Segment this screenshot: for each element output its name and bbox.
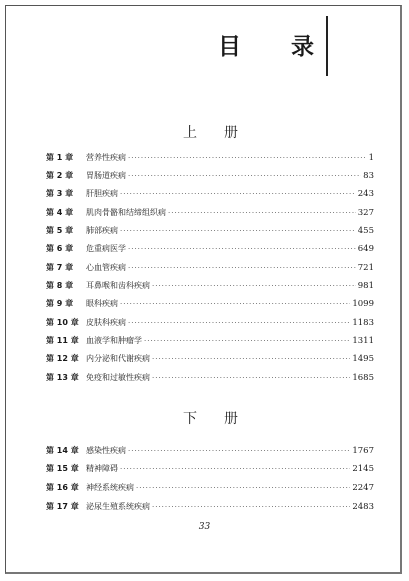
leader-dots — [128, 242, 356, 256]
chapter-number: 第 14 章 — [46, 446, 79, 455]
chapter-page: 1099 — [352, 299, 374, 309]
leader-dots — [128, 316, 350, 330]
toc-entry[interactable] — [46, 187, 374, 201]
chapter-number: 第 16 章 — [46, 483, 79, 492]
chapter-page: 1685 — [352, 373, 374, 383]
chapter-number: 第 11 章 — [46, 336, 79, 345]
title-divider — [326, 16, 328, 76]
toc-entry[interactable] — [46, 334, 374, 348]
section-heading-char-1: 下 — [183, 411, 197, 427]
chapter-number: 第 17 章 — [46, 502, 79, 511]
section-heading-char-1: 上 — [183, 125, 197, 141]
toc-entry[interactable] — [46, 481, 374, 495]
toc-entry[interactable] — [46, 444, 374, 458]
leader-dots — [136, 481, 350, 495]
chapter-number: 第 10 章 — [46, 318, 79, 327]
toc-entry[interactable] — [46, 151, 374, 165]
chapter-page: 83 — [363, 171, 374, 181]
chapter-title: 泌尿生殖系统疾病 — [86, 502, 150, 511]
chapter-title: 精神障碍 — [86, 464, 118, 473]
chapter-number: 第 1 章 — [46, 153, 74, 162]
leader-dots — [152, 500, 350, 514]
leader-dots — [152, 352, 350, 366]
chapter-page: 1311 — [352, 336, 374, 346]
toc-entry[interactable] — [46, 500, 374, 514]
leader-dots — [120, 224, 356, 238]
chapter-page: 981 — [357, 281, 374, 291]
chapter-number: 第 13 章 — [46, 373, 79, 382]
chapter-number: 第 4 章 — [46, 208, 74, 217]
toc-entry[interactable] — [46, 371, 374, 385]
page-number: 33 — [198, 522, 211, 532]
title-char-2: 录 — [291, 34, 314, 60]
chapter-title: 胃肠道疾病 — [86, 171, 126, 180]
chapter-title: 感染性疾病 — [86, 446, 126, 455]
chapter-title: 眼科疾病 — [86, 299, 118, 308]
chapter-page: 1767 — [352, 446, 374, 456]
toc-entry[interactable] — [46, 169, 374, 183]
chapter-page: 2483 — [352, 502, 374, 512]
chapter-number: 第 2 章 — [46, 171, 74, 180]
chapter-number: 第 5 章 — [46, 226, 74, 235]
chapter-title: 肌肉骨骼和结缔组织病 — [86, 208, 166, 217]
toc-entry[interactable] — [46, 261, 374, 275]
toc-entry[interactable] — [46, 242, 374, 256]
chapter-page: 455 — [357, 226, 374, 236]
leader-dots — [128, 444, 350, 458]
leader-dots — [120, 187, 356, 201]
chapter-title: 营养性疾病 — [86, 153, 126, 162]
toc-entry[interactable] — [46, 279, 374, 293]
leader-dots — [128, 261, 356, 275]
chapter-title: 皮肤科疾病 — [86, 318, 126, 327]
chapter-number: 第 6 章 — [46, 244, 74, 253]
leader-dots — [120, 297, 350, 311]
leader-dots — [144, 334, 350, 348]
chapter-number: 第 7 章 — [46, 263, 74, 272]
chapter-title: 免疫和过敏性疾病 — [86, 373, 150, 382]
leader-dots — [152, 371, 350, 385]
chapter-title: 血液学和肿瘤学 — [86, 336, 142, 345]
chapter-page: 721 — [357, 263, 374, 273]
chapter-title: 耳鼻喉和齿科疾病 — [86, 281, 150, 290]
chapter-title: 肺部疾病 — [86, 226, 118, 235]
toc-entry[interactable] — [46, 224, 374, 238]
toc-entry[interactable] — [46, 297, 374, 311]
section-heading-char-2: 册 — [224, 411, 238, 427]
chapter-page: 1495 — [352, 354, 374, 364]
leader-dots — [128, 151, 367, 165]
chapter-page: 1183 — [352, 318, 374, 328]
chapter-title: 肝胆疾病 — [86, 189, 118, 198]
chapter-page: 1 — [368, 153, 374, 163]
chapter-number: 第 15 章 — [46, 464, 79, 473]
chapter-number: 第 8 章 — [46, 281, 74, 290]
chapter-title: 危重病医学 — [86, 244, 126, 253]
toc-entry[interactable] — [46, 206, 374, 220]
leader-dots — [168, 206, 356, 220]
chapter-number: 第 12 章 — [46, 354, 79, 363]
leader-dots — [152, 279, 356, 293]
leader-dots — [120, 462, 350, 476]
toc-entry[interactable] — [46, 316, 374, 330]
chapter-title: 心血管疾病 — [86, 263, 126, 272]
toc-entry[interactable] — [46, 352, 374, 366]
chapter-title: 神经系统疾病 — [86, 483, 134, 492]
chapter-page: 2247 — [352, 483, 374, 493]
chapter-page: 243 — [357, 189, 374, 199]
chapter-page: 327 — [357, 208, 374, 218]
section-heading-char-2: 册 — [224, 125, 238, 141]
leader-dots — [128, 169, 361, 183]
toc-entry[interactable] — [46, 462, 374, 476]
title-char-1: 目 — [218, 34, 241, 60]
chapter-number: 第 9 章 — [46, 299, 74, 308]
chapter-title: 内分泌和代谢疾病 — [86, 354, 150, 363]
chapter-page: 2145 — [352, 464, 374, 474]
chapter-number: 第 3 章 — [46, 189, 74, 198]
chapter-page: 649 — [357, 244, 374, 254]
